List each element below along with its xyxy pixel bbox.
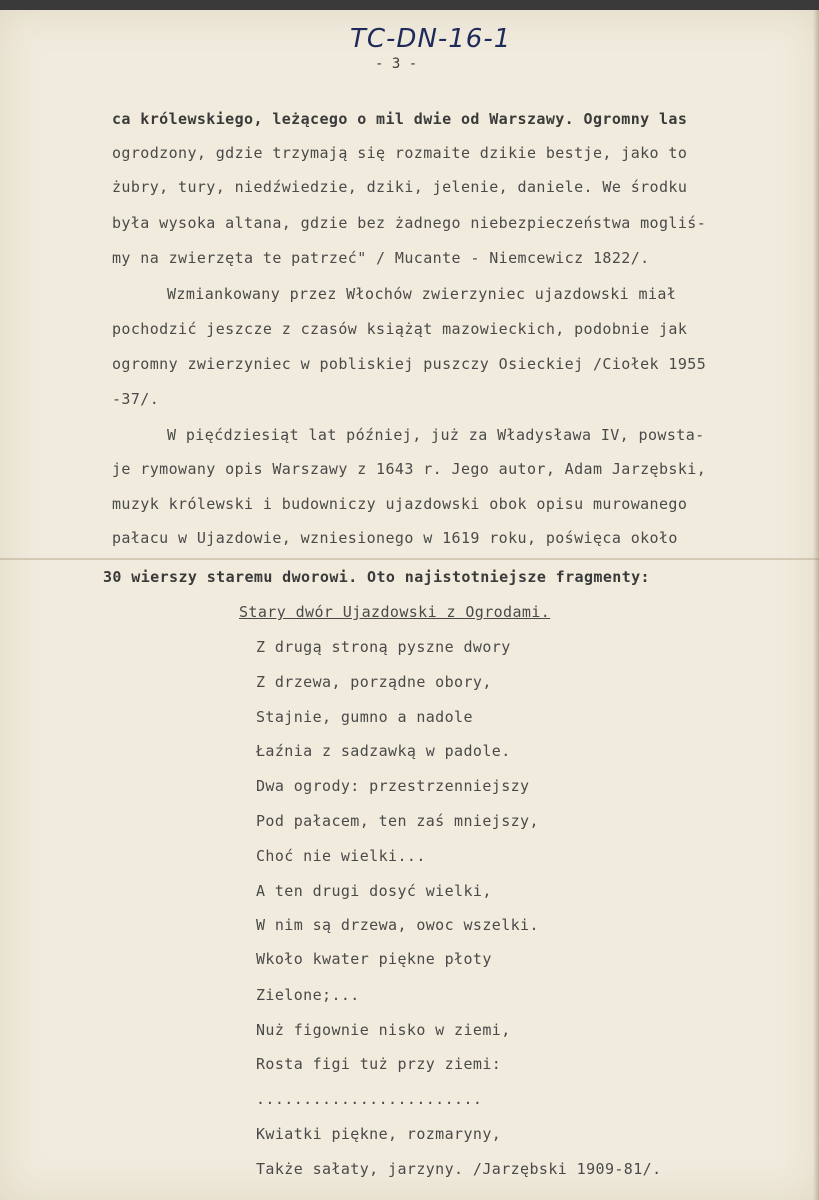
prose-line: -37/. (112, 390, 160, 408)
prose-line: żubry, tury, niedźwiedzie, dziki, jelenie, daniele. We środku (112, 178, 688, 196)
poem-line: Stajnie, gumno a nadole (256, 708, 473, 726)
page-fold-line (0, 558, 819, 560)
poem-line: Także sałaty, jarzyny. /Jarzębski 1909-81/. (256, 1160, 662, 1178)
poem-line: W nim są drzewa, owoc wszelki. (256, 916, 539, 934)
page-edge-shadow (813, 10, 819, 1200)
page-number: - 3 - (375, 56, 418, 72)
poem-line: Wkoło kwater piękne płoty (256, 950, 492, 968)
prose-line: pochodzić jeszcze z czasów książąt mazowieckich, podobnie jak (112, 320, 688, 338)
poem-ellipsis-line: ........................ (256, 1090, 483, 1108)
document-page (0, 10, 819, 1200)
poem-line: Kwiatki piękne, rozmaryny, (256, 1125, 502, 1143)
prose-line: my na zwierzęta te patrzeć" / Mucante - Niemcewicz 1822/. (112, 249, 650, 267)
prose-line: W pięćdziesiąt lat później, już za Władysława IV, powsta- (167, 426, 705, 444)
poem-line: Rosta figi tuż przy ziemi: (256, 1055, 502, 1073)
prose-line: Wzmiankowany przez Włochów zwierzyniec ujazdowski miał (167, 285, 677, 303)
document-reference-handwritten: TC-DN-16-1 (350, 24, 512, 54)
poem-line: Z drzewa, porządne obory, (256, 673, 492, 691)
poem-line: Pod pałacem, ten zaś mniejszy, (256, 812, 539, 830)
prose-line: ogrodzony, gdzie trzymają się rozmaite dzikie bestje, jako to (112, 144, 688, 162)
poem-line: Z drugą stroną pyszne dwory (256, 638, 511, 656)
poem-line: Nuż figownie nisko w ziemi, (256, 1021, 511, 1039)
prose-line: pałacu w Ujazdowie, wzniesionego w 1619 roku, poświęca około (112, 529, 678, 547)
prose-line: 30 wierszy staremu dworowi. Oto najistotniejsze fragmenty: (103, 568, 650, 586)
prose-line: muzyk królewski i budowniczy ujazdowski obok opisu murowanego (112, 495, 688, 513)
poem-title: Stary dwór Ujazdowski z Ogrodami. (239, 603, 551, 621)
poem-line: Zielone;... (256, 986, 360, 1004)
poem-line: Choć nie wielki... (256, 847, 426, 865)
prose-line: je rymowany opis Warszawy z 1643 r. Jego autor, Adam Jarzębski, (112, 460, 707, 478)
prose-line: ca królewskiego, leżącego o mil dwie od Warszawy. Ogromny las (112, 110, 688, 128)
prose-line: była wysoka altana, gdzie bez żadnego niebezpieczeństwa mogliś- (112, 214, 707, 232)
poem-line: Dwa ogrody: przestrzenniejszy (256, 777, 530, 795)
poem-line: A ten drugi dosyć wielki, (256, 882, 492, 900)
prose-line: ogromny zwierzyniec w pobliskiej puszczy Osieckiej /Ciołek 1955 (112, 355, 707, 373)
poem-line: Łaźnia z sadzawką w padole. (256, 742, 511, 760)
